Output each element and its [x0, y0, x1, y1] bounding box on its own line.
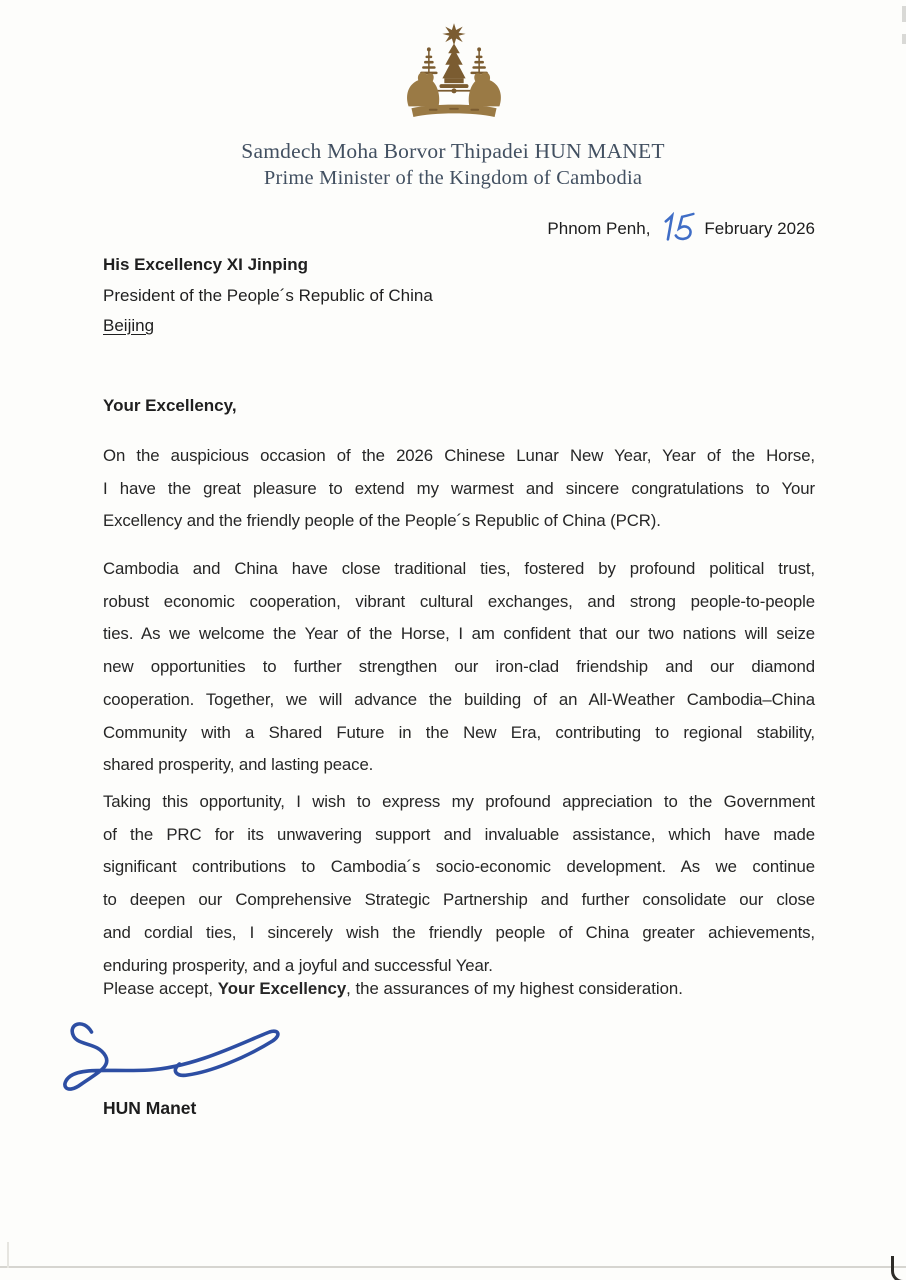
- scan-smudge: [7, 1242, 9, 1268]
- paragraph-line: Community with a Shared Future in the New Era, contributing to regional stability,: [103, 722, 815, 742]
- scan-smudge: [902, 34, 906, 44]
- closing-line: [103, 979, 683, 999]
- sender-title: Prime Minister of the Kingdom of Cambodia: [263, 167, 643, 189]
- recipient-name: His Excellency XI Jinping: [103, 255, 309, 274]
- closing-emphasis: Your Excellency: [217, 979, 347, 998]
- salutation: Your Excellency,: [103, 396, 237, 415]
- recipient-title: President of the People´s Republic of China: [103, 285, 433, 305]
- dateline-rest: February 2026: [704, 219, 815, 238]
- paragraph-line: cooperation. Together, we will advance the building of an All-Weather Cambodia–China: [103, 689, 815, 709]
- paragraph-line: new opportunities to further strengthen our iron-clad friendship and our diamond: [103, 657, 815, 677]
- paragraph-line: robust economic cooperation, vibrant cultural exchanges, and strong people-to-people: [103, 591, 815, 611]
- dateline: [547, 214, 815, 244]
- scan-corner-mark: [891, 1256, 906, 1280]
- paragraph-line: of the PRC for its unwavering support and invaluable assistance, which have made: [103, 824, 815, 844]
- paragraph-3: [103, 786, 815, 982]
- scan-smudge: [902, 6, 906, 22]
- paragraph-line: I have the great pleasure to extend my warmest and sincere congratulations to Your: [103, 478, 815, 498]
- handwritten-day: [659, 211, 696, 242]
- signature-ink: [56, 1012, 294, 1112]
- paragraph-1: [103, 440, 815, 538]
- paragraph-line: On the auspicious occasion of the 2026 Chinese Lunar New Year, Year of the Horse,: [103, 446, 815, 465]
- cambodia-royal-arms-icon: [396, 22, 512, 125]
- recipient-block: [103, 250, 433, 342]
- paragraph-line: shared prosperity, and lasting peace.: [103, 755, 374, 775]
- closing-post: , the assurances of my highest consideration.: [346, 979, 683, 998]
- recipient-city: Beijing: [103, 316, 155, 335]
- paragraph-line: and cordial ties, I sincerely wish the friendly people of China greater achievements,: [103, 922, 815, 942]
- paragraph-line: Excellency and the friendly people of the People´s Republic of China (PCR).: [103, 511, 661, 531]
- royal-arms-emblem: [396, 22, 512, 125]
- dateline-city: Phnom Penh,: [547, 219, 651, 238]
- paragraph-line: Taking this opportunity, I wish to express my profound appreciation to the Government: [103, 792, 815, 811]
- sender-name: Samdech Moha Borvor Thipadei HUN MANET: [241, 139, 665, 163]
- signer-printed-name: HUN Manet: [103, 1098, 197, 1118]
- paragraph-2: [103, 553, 815, 782]
- closing-pre: Please accept,: [103, 979, 218, 998]
- paragraph-line: significant contributions to Cambodia´s socio-economic development. As we continue: [103, 857, 815, 877]
- paragraph-line: Cambodia and China have close traditional ties, fostered by profound political trust,: [103, 559, 815, 578]
- paragraph-line: to deepen our Comprehensive Strategic Partnership and further consolidate our close: [103, 890, 815, 910]
- paragraph-line: ties. As we welcome the Year of the Horse, I am confident that our two nations will seize: [103, 624, 815, 644]
- paragraph-line: enduring prosperity, and a joyful and successful Year.: [103, 955, 493, 975]
- scan-edge-line: [0, 1266, 906, 1268]
